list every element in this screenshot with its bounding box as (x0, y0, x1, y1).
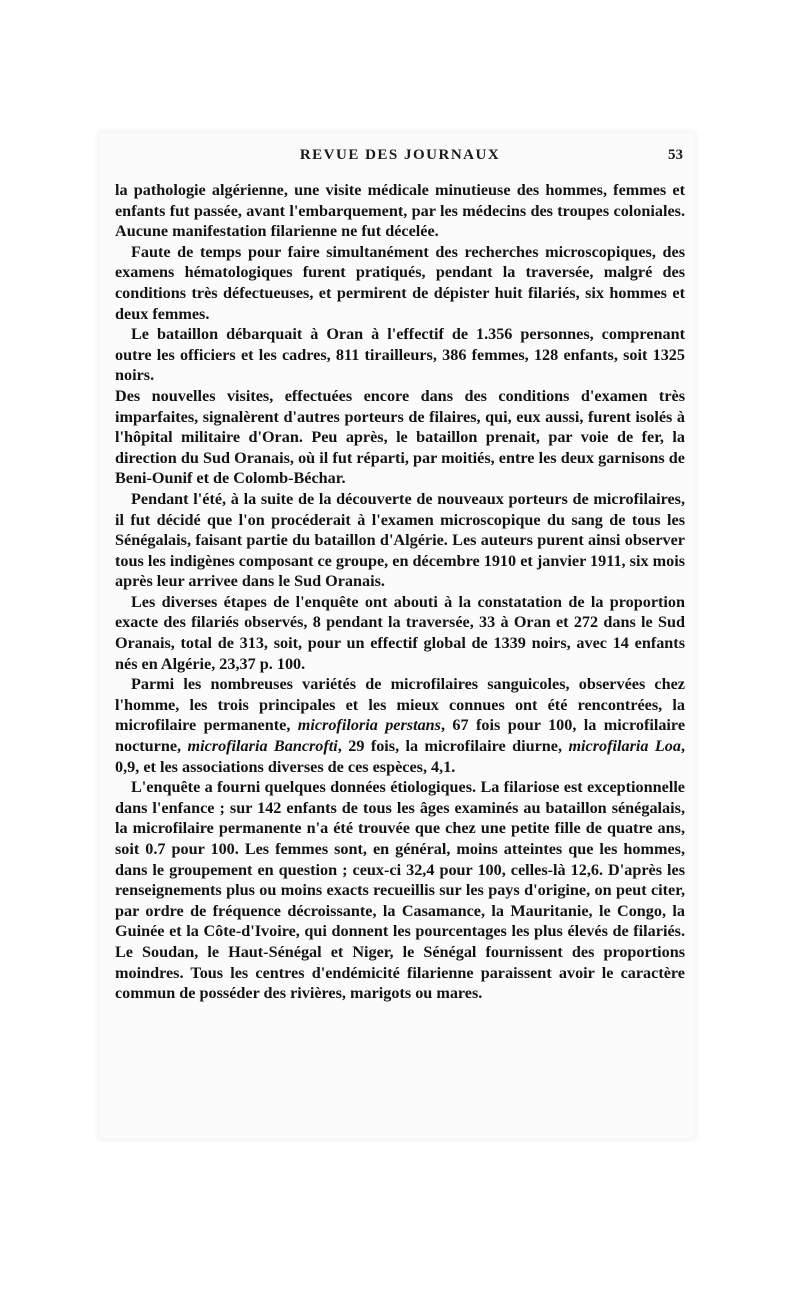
page-number: 53 (668, 147, 683, 163)
species-name: microfiloria perstans (297, 716, 441, 735)
paragraph (115, 674, 685, 777)
species-name: microfilaria Bancrofti (187, 737, 338, 756)
running-title: REVUE DES JOURNAUX (299, 147, 501, 163)
paragraph: Le bataillon débarquait à Oran à l'effectif de 1.356 personnes, comprenant outre les officiers et les cadres, 811 tirailleurs, 386 femmes, 128 enfants, soit 1325 noirs. (115, 325, 685, 385)
species-name: microfilaria Loa (568, 737, 681, 756)
page-header (115, 145, 685, 167)
paragraph: la pathologie algérienne, une visite médicale minutieuse des hommes, femmes et enfants fut passée, avant l'embarquement, par les médecins des troupes coloniales. Aucune manifestation filarienne ne fut décelée. (115, 181, 685, 241)
paragraph: Faute de temps pour faire simultanément des recherches microscopiques, des examens hématologiques furent pratiqués, pendant la traversée, malgré des conditions très défectueuses, et permirent de dépister huit filariés, six hommes et deux femmes. (115, 242, 685, 323)
paragraph-text: , 67 fois pour 100, la microfilaire nocturne, (115, 716, 686, 756)
paragraph-text: , 0,9, et les associations diverses de ces espèces, 4,1. (115, 737, 685, 776)
paragraph: Les diverses étapes de l'enquête ont abouti à la constatation de la proportion exacte des filariés observés, 8 pendant la traversée, 33 à Oran et 272 dans le Sud Oranais, total de 313, soit, pour un effectif global de 1339 noirs, avec 14 enfants nés en Algérie, 23,37 p. 100. (115, 592, 685, 673)
article-body (115, 180, 685, 1004)
paragraph: Des nouvelles visites, effectuées encore dans des conditions d'examen très imparfaites, signalèrent d'autres porteurs de filaires, qui, eux aussi, furent isolés à l'hôpital militaire d'Oran. Peu après, le bataillon prenait, par voie de fer, la direction du Sud Oranais, où il fut réparti, par moitiés, entre les deux garnisons de Beni-Ounif et de Colomb-Béchar. (115, 386, 685, 488)
paragraph-text: Parmi les nombreuses variétés de microfilaires sanguicoles, observées chez l'homme, les trois principales et les mieux connues ont été rencontrées, la microfilaire permanente, (115, 675, 685, 735)
paragraph: Pendant l'été, à la suite de la découverte de nouveaux porteurs de microfilaires, il fut décidé que l'on procéderait à l'examen microscopique du sang de tous les Sénégalais, faisant partie du bataillon d'Algérie. Les auteurs purent ainsi observer tous les indigènes composant ce groupe, en décembre 1910 et janvier 1911, six mois après leur arrivee dans le Sud Oranais. (115, 489, 685, 591)
paragraph: L'enquête a fourni quelques données étiologiques. La filariose est exceptionnelle dans l'enfance ; sur 142 enfants de tous les âges examinés au bataillon sénégalais, la microfilaire permanente n'a été trouvée que chez une petite fille de quatre ans, soit 0.7 pour 100. Les femmes sont, en général, moins atteintes que les hommes, dans le groupement en question ; ceux-ci 32,4 pour 100, celles-là 12,6. D'après les renseignements plus ou moins exacts recueillis sur les pays d'origine, on peut citer, par ordre de fréquence décroissante, la Casamance, la Mauritanie, le Congo, la Guinée et la Côte-d'Ivoire, qui donnent les pourcentages les plus élevés de filariés. Le Soudan, le Haut-Sénégal et Niger, le Sénégal fournissent des proportions moindres. Tous les centres d'endémicité filarienne paraissent avoir le caractère commun de posséder des rivières, marigots ou mares. (115, 778, 685, 1003)
paragraph-text: , 29 fois, la microfilaire diurne, (337, 737, 569, 756)
